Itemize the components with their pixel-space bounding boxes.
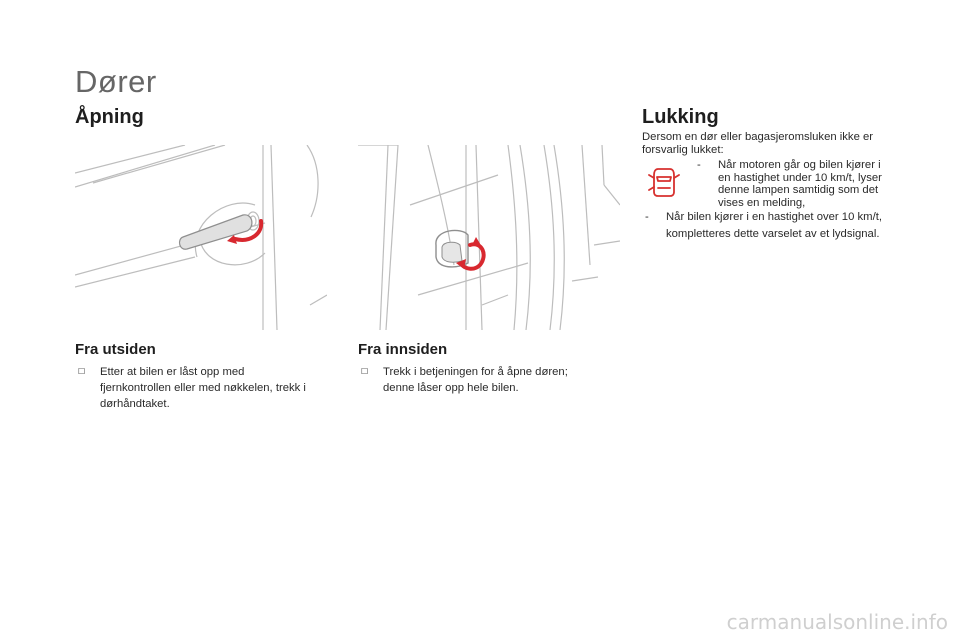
closing-section-title: Lukking [642, 106, 719, 128]
closing-item2-line: kompletteres dette varselet av et lydsignal. [666, 228, 880, 240]
outside-handle-illustration [75, 145, 327, 330]
page-title: Dører [75, 64, 157, 99]
outside-subtitle: Fra utsiden [75, 341, 156, 358]
closing-item1-line: denne lampen samtidig som det [718, 184, 879, 196]
closing-item2 [645, 209, 920, 243]
watermark: carmanualsonline.info [726, 610, 948, 634]
closing-item2-dash: - [645, 211, 649, 223]
outside-text-line: fjernkontrollen eller med nøkkelen, trekk i [100, 382, 306, 394]
closing-intro-line: forsvarlig lukket: [642, 144, 724, 156]
door-open-warning-drawing [647, 165, 681, 199]
closing-item1-line: Når motoren går og bilen kjører i [718, 159, 881, 171]
closing-item1 [697, 159, 907, 209]
outside-text-line: dørhåndtaket. [100, 398, 170, 410]
closing-intro-line: Dersom en dør eller bagasjeromsluken ikke er [642, 131, 874, 143]
outside-instructions [78, 364, 348, 412]
closing-item1-line: vises en melding, [718, 196, 806, 209]
opening-section-title: Åpning [75, 106, 144, 128]
inside-handle-drawing [358, 145, 620, 330]
inside-bullet [361, 364, 621, 396]
inside-text-line: Trekk i betjeningen for å åpne døren; [383, 366, 568, 378]
check-square-icon: ☐ [78, 367, 86, 376]
closing-item1-row [697, 159, 907, 209]
outside-handle-drawing [75, 145, 327, 330]
outside-text-line: Etter at bilen er låst opp med [100, 366, 245, 378]
inside-instructions [361, 364, 621, 396]
inside-subtitle: Fra innsiden [358, 341, 448, 358]
closing-item2-line: Når bilen kjører i en hastighet over 10 km/t, [666, 211, 882, 223]
closing-intro [642, 131, 917, 157]
closing-item2-row [645, 209, 920, 243]
closing-item1-line: en hastighet under 10 km/t, lyser [718, 171, 882, 184]
inside-handle-illustration [358, 145, 620, 330]
door-open-warning-icon [647, 165, 681, 199]
check-square-icon: ☐ [361, 367, 369, 376]
closing-item1-dash: - [697, 159, 701, 171]
inside-text-line: denne låser opp hele bilen. [383, 382, 519, 394]
outside-bullet [78, 364, 348, 412]
